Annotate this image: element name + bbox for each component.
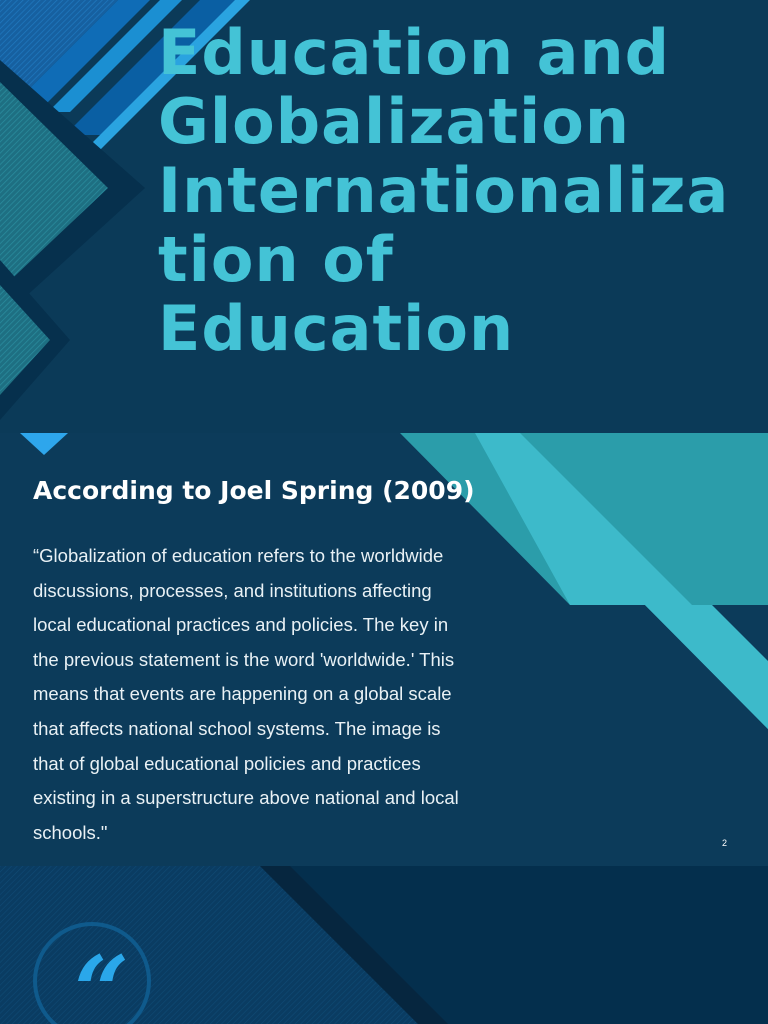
quote-line: that of global educational policies and practices (33, 752, 421, 774)
partial-slide (0, 866, 768, 1024)
quote-line: means that events are happening on a global scale (33, 683, 452, 705)
light-teal-stripe (645, 605, 768, 729)
quote-slide (0, 433, 768, 866)
quote-line: existing in a superstructure above national and local (33, 787, 459, 809)
quote-line: schools." (33, 821, 108, 843)
title-line: Globalization (158, 85, 631, 158)
blue-triangle-marker (20, 433, 68, 455)
title-line: Internationaliza (158, 154, 730, 227)
quote-mark-icon: “ (74, 935, 130, 1024)
title-line: tion of (158, 223, 394, 296)
quote-line: discussions, processes, and institutions affecting (33, 579, 432, 601)
slide-title (158, 18, 758, 363)
quote-text (33, 539, 488, 850)
quote-heading: According to Joel Spring (2009) (33, 476, 475, 505)
quote-line: the previous statement is the word 'worldwide.' This (33, 648, 455, 670)
quote-line: “Globalization of education refers to the worldwide (33, 545, 444, 566)
title-line: Education and (158, 16, 671, 89)
quote-line: that affects national school systems. The image is (33, 717, 441, 739)
page-number: 2 (722, 838, 728, 848)
title-slide (0, 0, 768, 432)
title-line: Education (158, 292, 515, 365)
quote-line: local educational practices and policies. The key in (33, 614, 449, 636)
